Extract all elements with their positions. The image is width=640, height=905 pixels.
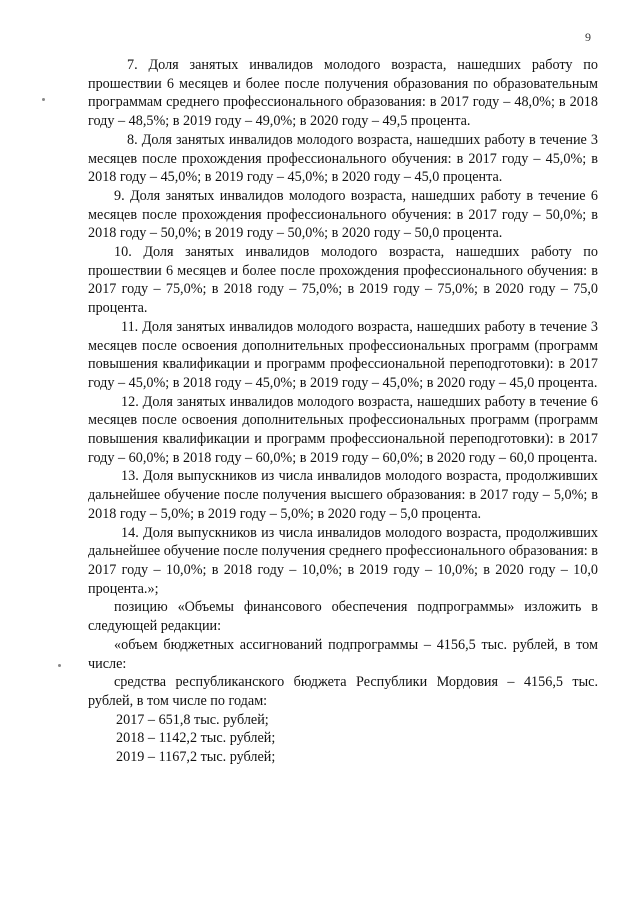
paragraph-item-13: 13. Доля выпускников из числа инвалидов молодого возраста, продолживших дальнейшее обучение после получения высшего образования: в 2017 году – 5,0%; в 2018 году – 5,0%; в 2019 году – 5,0%; в 2020 году – 5,0 процента. [88, 468, 598, 522]
paragraph-item-8: 8. Доля занятых инвалидов молодого возраста, нашедших работу в течение 3 месяцев после прохождения профессионального обучения: в 2017 году – 45,0%; в 2018 году – 45,0%; в 2019 году – 45,0%; в 2020 году – 45,0 процента. [88, 131, 598, 186]
year-line-2018: 2018 – 1142,2 тыс. рублей; [116, 730, 276, 747]
paragraph-budget-allocation: «объем бюджетных ассигнований подпрограммы – 4156,5 тыс. рублей, в том числе: [88, 636, 598, 672]
scan-dot-mark [58, 664, 61, 667]
paragraph-item-9: 9. Доля занятых инвалидов молодого возраста, нашедших работу в течение 6 месяцев после прохождения профессионального обучения: в 2017 году – 50,0%; в 2018 году – 50,0%; в 2019 году – 50,0%; в 2020 году – 50,0 процента. [88, 187, 598, 242]
document-body [88, 56, 598, 767]
paragraph-item-11: 11. Доля занятых инвалидов молодого возраста, нашедших работу в течение 3 месяцев после освоения дополнительных профессиональных программ (программ повышения квалификации и программ профессиональной переподготовки): в 2017 году – 45,0%; в 2018 году – 45,0%; в 2019 году – 45,0%; в 2020 году – 45,0 процента. [88, 318, 598, 391]
paragraph-item-10: 10. Доля занятых инвалидов молодого возраста, нашедших работу по прошествии 6 месяцев и более после прохождения профессионального обучения: в 2017 году – 75,0%; в 2018 году – 75,0%; в 2019 году – 75,0%; в 2020 году – 75,0 процента. [88, 244, 598, 317]
paragraph-item-12: 12. Доля занятых инвалидов молодого возраста, нашедших работу в течение 6 месяцев после освоения дополнительных профессиональных программ (программ повышения квалификации и программ профессиональной переподготовки): в 2017 году – 60,0%; в 2018 году – 60,0%; в 2019 году – 60,0%; в 2020 году – 60,0 процента. [88, 393, 598, 466]
paragraph-republican-budget: средства республиканского бюджета Республики Мордовия – 4156,5 тыс. рублей, в том числе по годам: [88, 674, 598, 709]
paragraph-item-14: 14. Доля выпускников из числа инвалидов молодого возраста, продолживших дальнейшее обучение после получения среднего профессионального образования: в 2017 году – 10,0%; в 2018 году – 10,0%; в 2019 году – 10,0%; в 2020 году – 10,0 процента.»; [88, 524, 598, 597]
year-line-2019: 2019 – 1167,2 тыс. рублей; [116, 749, 276, 766]
scan-dot-mark [42, 98, 45, 101]
year-line-2017: 2017 – 651,8 тыс. рублей; [116, 711, 269, 728]
paragraph-item-7: 7. Доля занятых инвалидов молодого возраста, нашедших работу по прошествии 6 месяцев и более после получения образования по образовательным программам среднего профессионального образования: в 2017 году – 48,0%; в 2018 году – 48,5%; в 2019 году – 49,0%; в 2020 году – 49,5 процента. [88, 57, 598, 130]
page-number: 9 [585, 30, 591, 44]
paragraph-position-financing: позицию «Объемы финансового обеспечения подпрограммы» изложить в следующей редакции: [88, 599, 598, 635]
